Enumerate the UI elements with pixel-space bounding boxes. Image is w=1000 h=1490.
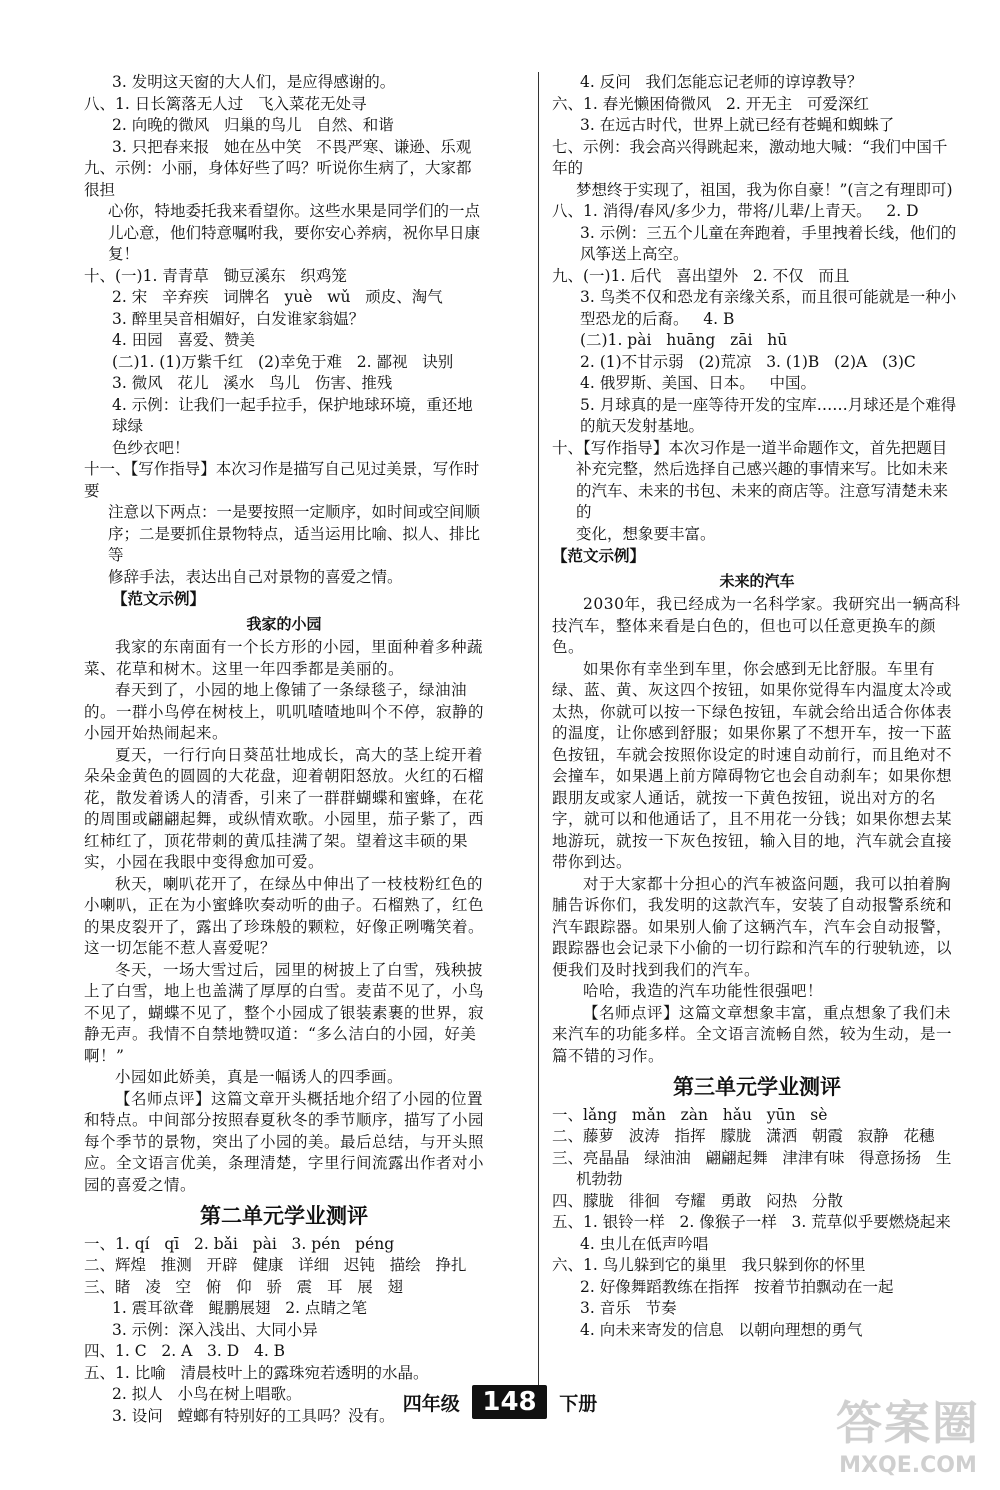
essay-paragraph: 夏天，一行行向日葵茁壮地成长，高大的茎上绽开着朵朵金黄色的圆圆的大花盘，迎着朝阳怒放。火红的石榴花，散发着诱人的清香，引来了一群群蝴蝶和蜜蜂，在花的周围或翩翩起舞，或纵情欢歌。小园里，茄子紫了，西红柿红了，顶花带刺的黄瓜挂满了架。望着这丰硕的果实，小园在我眼中变得愈加可爱。 <box>84 745 485 871</box>
essay-paragraph: 如果你有幸坐到车里，你会感到无比舒服。车里有绿、蓝、黄、灰这四个按钮，如果你觉得车内温度太冷或太热，你就可以按一下绿色按钮，车就会给出适合你体表的温度，让你感到舒服；如果你累了不想开车，按一下蓝色按钮，车就会按照你设定的时速自动前行，而且绝对不会撞车，如果遇上前方障碍物它也会自动刹车；如果你想跟朋友或家人通话，就按一下黄色按钮，说出对方的名字，就可以和他通话了，且不用花一分钱；如果你想去某地游玩，就按一下灰色按钮，输入目的地，汽车就会直接带你到达。 <box>552 659 953 871</box>
answer-line: 4. 向未来寄发的信息 以朝向理想的勇气 <box>580 1320 863 1339</box>
answer-line: 九、示例：小丽，身体好些了吗？听说你生病了，大家都很担 <box>84 159 472 199</box>
answer-line: 3. 设问 螳螂有特别好的工具吗？没有。 <box>112 1406 395 1425</box>
answer-line: 二、辉煌 推测 开辟 健康 详细 迟钝 描绘 挣扎 <box>84 1256 467 1274</box>
answer-line: 3. 鸟类不仅和恐龙有亲缘关系，而且很可能就是一种小 <box>580 288 957 306</box>
answer-line: 注意以下两点：一是要按照一定顺序，如时间或空间顺 <box>108 503 481 521</box>
answer-line: 3. 音乐 节奏 <box>580 1299 677 1317</box>
answer-line: 【范文示例】 <box>552 546 646 565</box>
answer-line: 十、(一)1. 青青草 锄豆溪东 织鸡笼 <box>84 266 347 285</box>
watermark-text: 答案圈 <box>836 1396 980 1450</box>
answer-line: 五、1. 银铃一样 2. 像猴子一样 3. 荒草似乎要燃烧起来 <box>552 1213 951 1231</box>
answer-line: 心你，特地委托我来看望你。这些水果是同学们的一点 <box>108 202 481 220</box>
answer-line: 2. (1)不甘示弱 (2)荒凉 3. (1)B (2)A (3)C <box>580 352 916 371</box>
left-column <box>84 72 484 1427</box>
unit-3-title: 第三单元学业测评 <box>673 1075 841 1099</box>
answer-line: 的航天发射基地。 <box>580 417 705 435</box>
answer-line: 修辞手法，表达出自己对景物的喜爱之情。 <box>108 567 403 586</box>
essay-paragraph: 春天到了，小园的地上像铺了一条绿毯子，绿油油的。一群小鸟停在树枝上，叽叽喳喳地叫个不停，寂静的小园开始热闹起来。 <box>84 681 485 742</box>
footer-grade: 四年级 <box>402 1392 460 1415</box>
right-answer-lines <box>552 72 962 567</box>
answer-line: 3. 发明这天窗的大人们，是应得感谢的。 <box>112 73 396 91</box>
answer-line: 九、(一)1. 后代 喜出望外 2. 不仅 而且 <box>552 266 850 285</box>
answer-line: 4. 示例：让我们一起手拉手，保护地球环境，重还地球绿 <box>112 395 473 435</box>
answer-line: 机勃勃 <box>576 1170 623 1188</box>
answer-line: 十、【写作指导】本次习作是一道半命题作文，首先把题目 <box>552 438 948 457</box>
answer-line: 梦想终于实现了，祖国，我为你自豪！”(言之有理即可) <box>576 180 953 199</box>
answer-line: 六、1. 鸟儿躲到它的巢里 我只躲到你的怀里 <box>552 1256 866 1274</box>
footer-volume: 下册 <box>559 1392 598 1415</box>
answer-line: 5. 月球真的是一座等待开发的宝库……月球还是个难得 <box>580 395 957 414</box>
answer-line: 十一、【写作指导】本次习作是描写自己见过美景，写作时要 <box>84 460 480 500</box>
answer-line: 七、示例：我会高兴得跳起来，激动地大喊：“我们中国千年的 <box>552 137 948 177</box>
answer-line: 3. 示例：深入浅出、大同小异 <box>112 1320 318 1339</box>
answer-line: 三、睹 凌 空 俯 仰 骄 震 耳 展 翅 <box>84 1277 404 1296</box>
column-divider <box>538 72 539 1402</box>
answer-line: 3. 示例：三五个儿童在奔跑着，手里拽着长线，他们的 <box>580 223 957 242</box>
answer-line: 一、1. qí qī 2. bǎi pài 3. pén péng <box>84 1234 395 1253</box>
answer-line: 的汽车、未来的书包、未来的商店等。注意写清楚未来的 <box>576 481 949 521</box>
essay-title-my-garden: 我家的小园 <box>246 614 322 633</box>
answer-line: 3. 只把春来报 她在丛中笑 不畏严寒、谦逊、乐观 <box>112 137 472 156</box>
answer-line: 型恐龙的后裔。 4. B <box>580 309 735 328</box>
left-answer-lines <box>84 72 484 610</box>
answer-line: 1. 震耳欲聋 鲲鹏展翅 2. 点睛之笔 <box>112 1299 367 1317</box>
answer-line: 三、亮晶晶 绿油油 翩翩起舞 津津有味 得意扬扬 生 <box>552 1148 952 1167</box>
answer-line: 风筝送上高空。 <box>580 245 689 263</box>
unit-3-answer-lines <box>552 1105 962 1342</box>
essay-paragraph: 哈哈，我造的汽车功能性很强吧！ <box>583 982 824 1000</box>
essay-future-car <box>552 594 962 1067</box>
essay-my-garden <box>84 637 484 1196</box>
right-column <box>552 72 962 1341</box>
answer-line: 补充完整，然后选择自己感兴趣的事情来写。比如未来 <box>576 460 949 478</box>
essay-paragraph: 冬天，一场大雪过后，园里的树披上了白雪，残秧披上了白雪，地上也盖满了厚厚的白雪。麦苗不见了，小鸟不见了，蝴蝶不见了，整个小园成了银装素裹的世界，寂静无声。我情不自禁地赞叹道：“多么洁白的小园，好美啊！” <box>84 960 485 1065</box>
essay-title-future-car: 未来的汽车 <box>719 571 795 590</box>
answer-line: 2. 宋 辛弃疾 词牌名 yuè wǔ 顽皮、淘气 <box>112 288 443 306</box>
answer-line: 2. 好像舞蹈教练在指挥 按着节拍飘动在一起 <box>580 1277 894 1296</box>
essay-paragraph: 【名师点评】这篇文章想象丰富，重点想象了我们未来汽车的功能多样。全文语言流畅自然，较为生动，是一篇不错的习作。 <box>552 1003 953 1065</box>
essay-paragraph: 【名师点评】这篇文章开头概括地介绍了小园的位置和特点。中间部分按照春夏秋冬的季节顺序，描写了小园每个季节的景物，突出了小园的美。最后总结，与开头照应。全文语言优美，条理清楚，字里行间流露出作者对小园的喜爱之情。 <box>84 1089 485 1194</box>
essay-paragraph: 秋天，喇叭花开了，在绿丛中伸出了一枝枝粉红色的小喇叭，正在为小蜜蜂吹奏动听的曲子。石榴熟了，红色的果皮裂开了，露出了珍珠般的颗粒，好像正咧嘴笑着。这一切怎能不惹人喜爱呢？ <box>84 874 485 957</box>
essay-paragraph: 对于大家都十分担心的汽车被盗问题，我可以拍着胸脯告诉你们，我发明的这款汽车，安装了自动报警系统和汽车跟踪器。如果别人偷了这辆汽车，汽车会自动报警，跟踪器也会记录下小偷的一切行踪和汽车的行驶轨迹，以便我们及时找到我们的汽车。 <box>552 874 953 979</box>
answer-line: 序；二是要抓住景物特点，适当运用比喻、拟人、排比等 <box>108 524 481 564</box>
essay-paragraph: 2030年，我已经成为一名科学家。我研究出一辆高科技汽车，整体来看是白色的，但也可以任意更换车的颜色。 <box>552 595 961 656</box>
watermark-logo <box>836 1387 980 1478</box>
answer-line: (二)1. pài huāng zāi hū <box>580 331 788 349</box>
unit-2-title: 第二单元学业测评 <box>200 1204 368 1228</box>
answer-line: 4. 田园 喜爱、赞美 <box>112 331 255 349</box>
answer-line: (二)1. (1)万紫千红 (2)幸免于难 2. 鄙视 诀别 <box>112 352 454 371</box>
answer-line: 【范文示例】 <box>112 589 206 608</box>
answer-line: 4. 反问 我们怎能忘记老师的谆谆教导？ <box>580 73 863 91</box>
page-number: 148 <box>472 1385 546 1419</box>
answer-line: 四、1. C 2. A 3. D 4. B <box>84 1342 286 1360</box>
answer-line: 4. 俄罗斯、美国、日本。 中国。 <box>580 374 816 392</box>
answer-line: 3. 在远古时代，世界上就已经有苍蝇和蜘蛛了 <box>580 116 895 134</box>
answer-line: 3. 微风 花儿 溪水 鸟儿 伤害、推残 <box>112 374 393 392</box>
answer-line: 色纱衣吧！ <box>112 438 190 457</box>
answer-line: 4. 虫儿在低声吟唱 <box>580 1234 709 1253</box>
essay-paragraph: 我家的东南面有一个长方形的小园，里面种着多种蔬菜、花草和树木。这里一年四季都是美丽的。 <box>84 638 484 678</box>
answer-line: 二、藤萝 波涛 指挥 朦胧 潇洒 朝霞 寂静 花穗 <box>552 1127 935 1145</box>
answer-line: 五、1. 比喻 清晨枝叶上的露珠宛若透明的水晶。 <box>84 1363 429 1382</box>
answer-line: 2. 拟人 小鸟在树上唱歌。 <box>112 1385 302 1403</box>
answer-line: 八、1. 日长篱落无人过 飞入菜花无处寻 <box>84 94 367 113</box>
answer-line: 变化，想象要丰富。 <box>576 524 716 543</box>
answer-line: 3. 醉里吴音相媚好，白发谁家翁媪？ <box>112 309 365 328</box>
answer-line: 六、1. 春光懒困倚微风 2. 开无主 可爱深红 <box>552 94 869 113</box>
answer-line: 儿心意，他们特意嘱咐我，要你安心养病，祝你早日康复！ <box>108 223 481 263</box>
answer-line: 八、1. 消得/春风/多少力，带将/儿辈/上青天。 2. D <box>552 202 919 220</box>
answer-line: 一、lǎng mǎn zàn hǎu yūn sè <box>552 1105 828 1124</box>
answer-line: 四、朦胧 徘徊 夸耀 勇敢 闷热 分散 <box>552 1191 843 1210</box>
essay-paragraph: 小园如此娇美，真是一幅诱人的四季画。 <box>115 1068 404 1086</box>
watermark-url: MXQE.COM <box>839 1453 977 1478</box>
answer-line: 2. 向晚的微风 归巢的鸟儿 自然、和谐 <box>112 116 394 134</box>
